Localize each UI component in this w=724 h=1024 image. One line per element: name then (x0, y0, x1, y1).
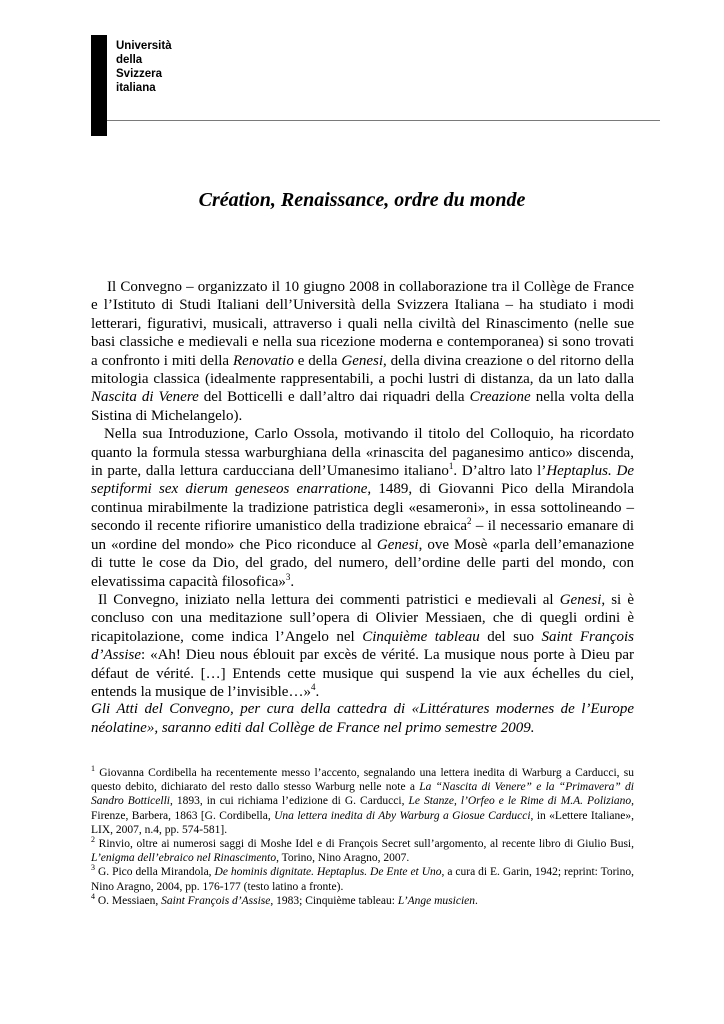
footnote-1 (91, 766, 634, 837)
paragraph-3 (91, 591, 634, 701)
text-run: Il Convegno – organizzato il 10 giugno 2008 in collaborazione tra il Collège de France e l’Istituto di Studi Italiani dell’Università della Svizzera Italiana – ha studiato i modi letterari, figurativi, musicali, attraverso i quali nella civiltà del Rinascimento (nelle sue basi classiche e medievali e nella sua ricezione moderna e contemporanea) si sono trovati a confronto i miti della (91, 279, 634, 369)
text-run: , 1893, in cui richiama l’edizione di G. Carducci, (169, 795, 409, 808)
footnote-number: 4 (91, 892, 95, 901)
italic-run: L’enigma dell’ebraico nel Rinascimento (91, 852, 277, 865)
logo-line: italiana (116, 82, 156, 94)
footnote-ref[interactable]: 1 (448, 461, 454, 472)
italic-run: Creazione (469, 389, 531, 406)
footnote-ref[interactable]: 4 (310, 681, 316, 692)
italic-run: Saint François d’Assise (91, 628, 635, 664)
footnote-ref[interactable]: 3 (285, 571, 291, 582)
italic-run: Genesi (341, 352, 384, 369)
text-run: . (290, 573, 295, 590)
italic-run: Saint François d’Assise (161, 894, 271, 907)
document-body (91, 278, 634, 701)
logo-line: della (116, 54, 143, 66)
paragraph-2 (91, 425, 634, 591)
text-run: del suo (479, 628, 542, 645)
text-run: nella volta della Sistina di Michelangelo). (91, 389, 634, 424)
text-run: Rinvio, oltre ai numerosi saggi di Moshe Idel e di François Secret sull’argomento, al recente libro di Giulio Busi, (95, 838, 634, 851)
text-run: Nella sua Introduzione, Carlo Ossola, motivando il titolo del Colloquio, ha ricordato quanto la formula stessa warburghiana della «rinascita del paganesimo antico» discenda, in parte, dalla lettura carducciana dell’Umanesimo italiano (91, 426, 634, 480)
italic-run: Una lettera inedita di Aby Warburg a Giosue Carducci (274, 809, 531, 822)
footnotes (91, 766, 634, 908)
text-run: e della (293, 352, 342, 369)
university-logo-text (116, 39, 172, 95)
header-divider (107, 120, 660, 121)
text-run: , Firenze, Barbera, 1863 [G. Cordibella, (91, 795, 635, 822)
italic-run: Nascita di Venere (91, 389, 199, 406)
university-logo-bar (91, 35, 107, 136)
text-run: G. Pico della Mirandola, (95, 866, 215, 879)
text-run: Il Convegno, iniziato nella lettura dei commenti patristici e medievali al (98, 591, 560, 608)
text-run: , in «Lettere Italiane», LIX, 2007, n.4, pp. 574-581]. (91, 809, 634, 836)
text-run: : «Ah! Dieu nous éblouit par excès de vérité. La musique nous porte à Dieu par défaut de vérité. […] Entends cette musique qui suspend la vie aux échelles du ciel, entends la musique de l’invisible…» (91, 647, 634, 700)
italic-run: L’Ange musicien (397, 894, 475, 907)
italic-run: La “Nascita di Venere” e la “Primavera” di Sandro Botticelli (91, 781, 634, 808)
text-run: , ove Mosè «parla dell’emanazione di tutte le cose da Dio, del grado, del numero, dell’ordine delle parti del mondo, con elevatissima capacità filosofica» (91, 536, 634, 590)
text-run: , 1983; Cinquième tableau: (270, 894, 398, 907)
text-run: . (475, 894, 478, 907)
logo-line: Svizzera (116, 68, 163, 80)
text-run: – il necessario emanare di un «ordine del mondo» che Pico riconduce al (91, 518, 634, 553)
document-title: Création, Renaissance, ordre du monde (198, 189, 526, 211)
footnote-3 (91, 865, 634, 893)
logo-line: Università (116, 40, 172, 52)
footnote-2 (91, 837, 634, 865)
paragraph-1 (91, 278, 634, 425)
italic-run: Le Stanze, l’Orfeo e le Rime di M.A. Poliziano (408, 795, 632, 808)
text-run: , 1489, di Giovanni Pico della Mirandola continua mirabilmente la tradizione patristica degli «esameroni», in essa sottolineando – secondo il recente rifiorire umanistico della tradizione ebraica (91, 481, 634, 535)
italic-run: Cinquième tableau (362, 628, 480, 645)
footnote-4 (91, 894, 634, 908)
text-run: . D’altro lato l’ (453, 463, 547, 480)
text-run: , a cura di E. Garin, 1942; reprint: Torino, Nino Aragno, 2004, pp. 176-177 (testo latino a fronte). (91, 866, 634, 893)
proceedings-note: Gli Atti del Convegno, per cura della cattedra di «Littératures modernes de l’Europe néolatine», saranno editi dal Collège de France nel primo semestre 2009. (91, 701, 634, 736)
italic-run: Renovatio (233, 352, 294, 369)
footnote-number: 3 (91, 863, 95, 873)
text-run: , si è concluso con una meditazione sull’opera di Olivier Messiaen, che di quegli ordini è ricapitolazione, come indica l’Angelo nel (91, 591, 634, 645)
footnote-number: 1 (91, 764, 95, 774)
text-run: del Botticelli e dall’altro dai riquadri della (198, 389, 470, 406)
footnote-ref[interactable]: 2 (467, 516, 472, 527)
text-run: Giovanna Cordibella ha recentemente messo l’accento, segnalando una lettera inedita di Warburg a Carducci, su questo debito, dichiarato del resto dallo stesso Warburg nelle note a (91, 767, 634, 794)
text-run: , Torino, Nino Aragno, 2007. (276, 852, 410, 865)
italic-run: Genesi (559, 591, 602, 608)
text-run: , della divina creazione o del ritorno della mitologia classica (idealmente rappresentabili, a pochi lustri di distanza, da un lato dalla (91, 352, 634, 388)
italic-run: Genesi (376, 536, 419, 553)
text-run: O. Messiaen, (95, 894, 162, 907)
text-run: . (315, 683, 320, 700)
italic-run: De hominis dignitate. Heptaplus. De Ente et Uno (214, 866, 442, 879)
italic-run: Heptaplus. De septiformi sex dierum geneseos enarratione (91, 463, 634, 498)
footnote-number: 2 (91, 835, 95, 845)
